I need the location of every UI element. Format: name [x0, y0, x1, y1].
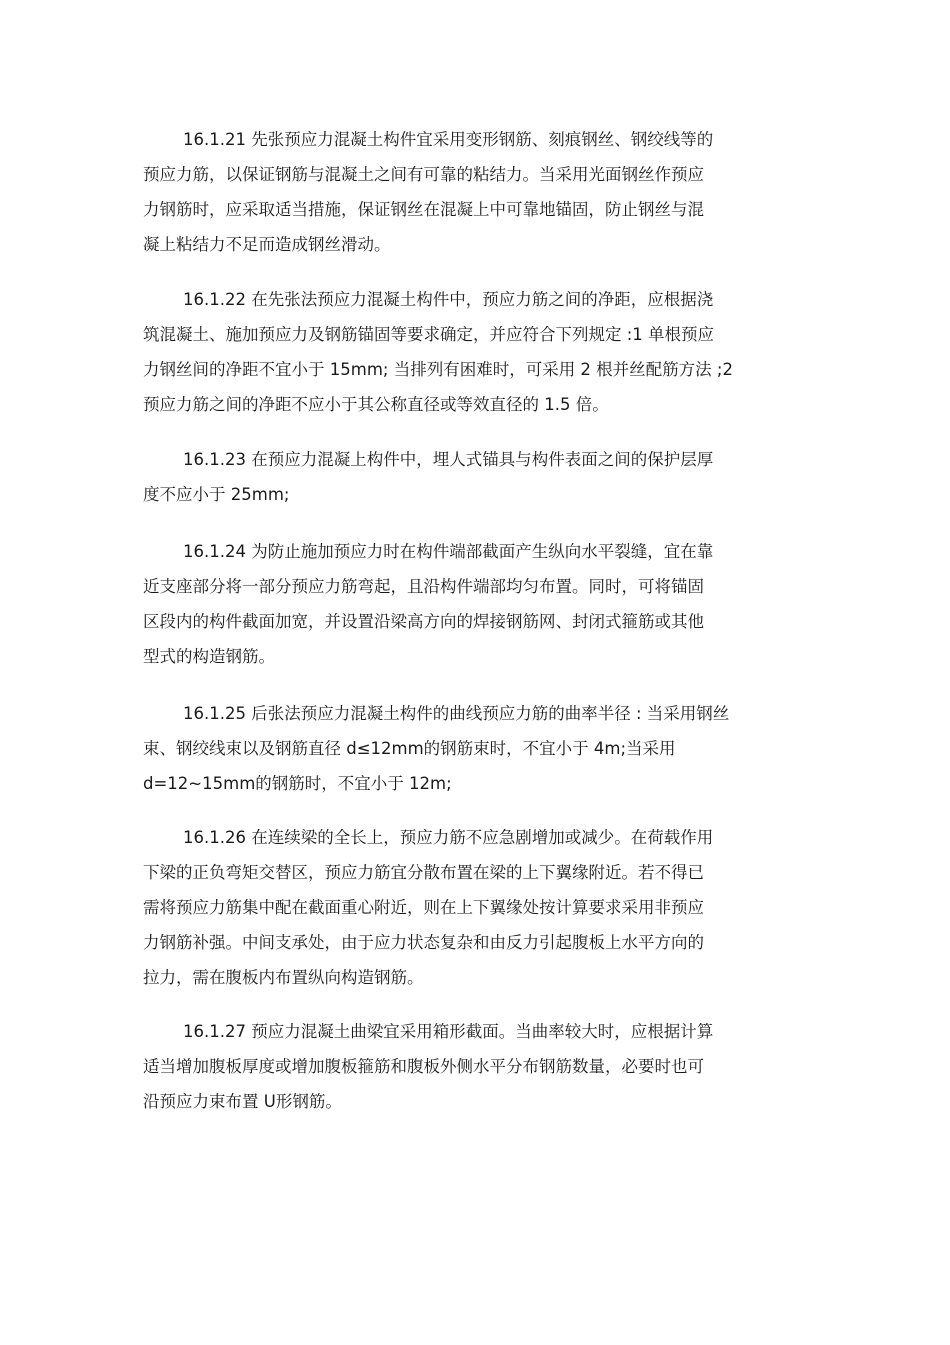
paragraph-line: 下梁的正负弯矩交替区，预应力筋宜分散布置在梁的上下翼缘附近。若不得已 [143, 863, 704, 882]
clause-16-1-25 [143, 696, 803, 801]
paragraph-line: 力钢筋补强。中间支承处，由于应力状态复杂和由反力引起腹板上水平方向的 [143, 933, 704, 952]
paragraph-line: 16.1.23 在预应力混凝上构件中，埋人式锚具与构件表面之间的保护层厚 [183, 450, 714, 469]
clause-16-1-22 [143, 282, 803, 422]
clause-16-1-24 [143, 534, 803, 674]
paragraph-line: d=12~15mm的钢筋时，不宜小于 12m; [143, 774, 452, 793]
paragraph-line: 凝上粘结力不足而造成钢丝滑动。 [143, 235, 391, 254]
paragraph-line: 束、钢绞线束以及钢筋直径 d≤12mm的钢筋束时，不宜小于 4m;当采用 [143, 739, 676, 758]
paragraph-line: 沿预应力束布置 U形钢筋。 [143, 1092, 342, 1111]
paragraph-line: 近支座部分将一部分预应力筋弯起，且沿构件端部均匀布置。同时，可将锚固 [143, 577, 704, 596]
paragraph-line: 16.1.25 后张法预应力混凝土构件的曲线预应力筋的曲率半径 : 当采用钢丝 [183, 704, 730, 723]
clause-16-1-21 [143, 122, 803, 262]
paragraph-line: 16.1.22 在先张法预应力混凝土构件中，预应力筋之间的净距，应根据浇 [183, 290, 714, 309]
paragraph-line: 筑混凝土、施加预应力及钢筋锚固等要求确定，并应符合下列规定 :1 单根预应 [143, 325, 715, 344]
paragraph-line: 力钢筋时，应采取适当措施，保证钢丝在混凝上中可靠地锚固，防止钢丝与混 [143, 200, 704, 219]
paragraph-line: 型式的构造钢筋。 [143, 647, 275, 666]
paragraph-line: 需将预应力筋集中配在截面重心附近，则在上下翼缘处按计算要求采用非预应 [143, 898, 704, 917]
paragraph-line: 度不应小于 25mm; [143, 485, 290, 504]
paragraph-line: 预应力筋之间的净距不应小于其公称直径或等效直径的 1.5 倍。 [143, 395, 609, 414]
paragraph-line: 拉力，需在腹板内布置纵向构造钢筋。 [143, 968, 424, 987]
paragraph-line: 16.1.26 在连续梁的全长上，预应力筋不应急剧增加或减少。在荷载作用 [183, 828, 714, 847]
paragraph-line: 适当增加腹板厚度或增加腹板箍筋和腹板外侧水平分布钢筋数量，必要时也可 [143, 1057, 704, 1076]
paragraph-line: 16.1.21 先张预应力混凝土构件宜采用变形钢筋、刻痕钢丝、钢绞线等的 [183, 130, 714, 149]
paragraph-line: 区段内的构件截面加宽，并设置沿梁高方向的焊接钢筋网、封闭式箍筋或其他 [143, 612, 704, 631]
paragraph-line: 预应力筋，以保证钢筋与混凝土之间有可靠的粘结力。当采用光面钢丝作预应 [143, 165, 704, 184]
clause-16-1-26 [143, 820, 803, 995]
paragraph-line: 16.1.24 为防止施加预应力时在构件端部截面产生纵向水平裂缝，宜在靠 [183, 542, 714, 561]
paragraph-line: 力钢丝间的净距不宜小于 15mm; 当排列有困难时，可采用 2 根并丝配筋方法 ;2 [143, 360, 733, 379]
clause-16-1-27 [143, 1014, 803, 1119]
paragraph-line: 16.1.27 预应力混凝土曲梁宜采用箱形截面。当曲率较大时，应根据计算 [183, 1022, 714, 1041]
clause-16-1-23 [143, 442, 803, 512]
